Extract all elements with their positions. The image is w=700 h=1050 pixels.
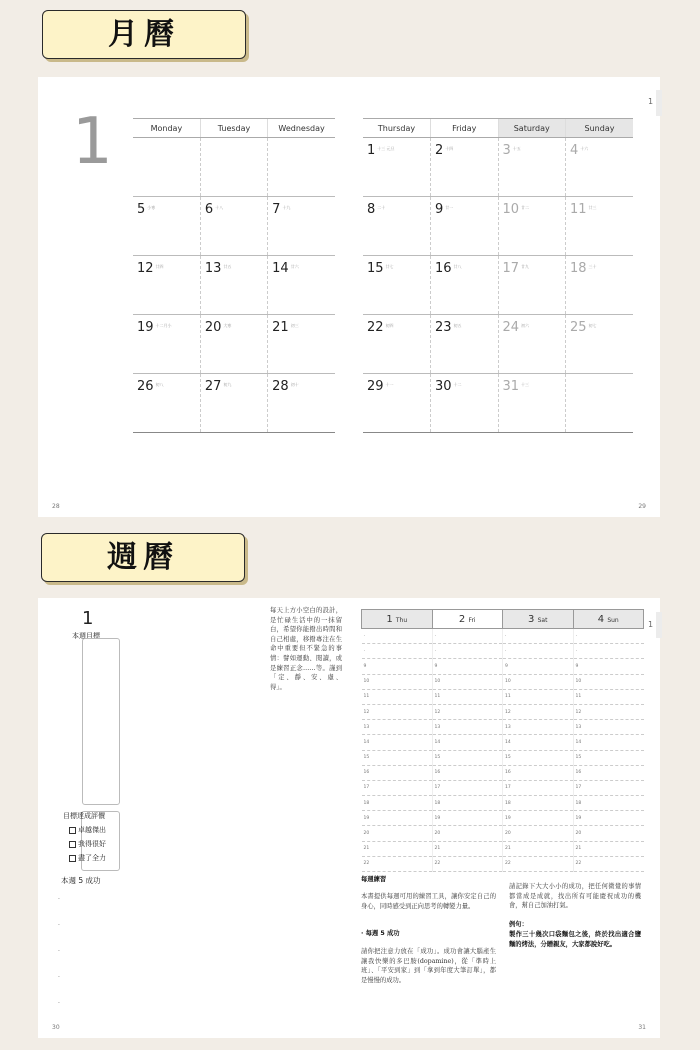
- day-number: 15: [367, 261, 384, 276]
- weekday-header: Wednesday: [268, 119, 335, 138]
- week-day-header: [362, 610, 433, 629]
- calendar-day-cell[interactable]: [268, 197, 335, 256]
- lunar-date: 大寒: [223, 323, 232, 328]
- page-number-left: 30: [52, 1024, 60, 1031]
- calendar-day-cell[interactable]: [363, 315, 431, 374]
- success-bullet: ·: [58, 922, 60, 929]
- hour-slot[interactable]: ·: [573, 629, 644, 644]
- calendar-day-cell[interactable]: [431, 138, 499, 197]
- success-title: 本週 5 成功: [61, 876, 101, 885]
- calendar-day-cell[interactable]: [363, 138, 431, 197]
- calendar-day-cell[interactable]: [268, 138, 335, 197]
- hour-slot[interactable]: 17: [503, 780, 574, 795]
- hour-slot[interactable]: 9: [573, 659, 644, 674]
- weekday-header: Friday: [431, 119, 499, 138]
- calendar-day-cell[interactable]: [133, 138, 200, 197]
- week-day-number: 2: [458, 613, 466, 625]
- week-day-name: Fri: [468, 616, 476, 624]
- day-number: 6: [204, 202, 214, 217]
- day-number: 22: [367, 320, 384, 335]
- hour-slot[interactable]: 11: [503, 689, 574, 704]
- calendar-day-cell[interactable]: [268, 256, 335, 315]
- weekly-section-label: 週曆: [41, 533, 245, 582]
- lunar-date: 十三: [521, 382, 530, 387]
- hour-slot[interactable]: 15: [573, 750, 644, 765]
- hour-slot[interactable]: 10: [503, 674, 574, 689]
- hour-slot[interactable]: 22: [503, 856, 574, 871]
- hour-slot[interactable]: 15: [362, 750, 433, 765]
- lunar-date: 初三: [290, 323, 299, 328]
- hour-slot[interactable]: 13: [573, 720, 644, 735]
- day-number: 14: [272, 261, 289, 276]
- calendar-day-cell[interactable]: [566, 374, 634, 433]
- calendar-day-cell[interactable]: [133, 315, 200, 374]
- calendar-day-cell[interactable]: [566, 256, 634, 315]
- evaluation-title: 目標達成評價: [63, 812, 105, 820]
- lunar-date: 初十: [290, 382, 299, 387]
- weekday-header: Tuesday: [200, 119, 267, 138]
- hour-slot[interactable]: ·: [362, 644, 433, 659]
- lunar-date: 廿五: [223, 264, 232, 269]
- day-number: 19: [137, 320, 154, 335]
- day-number: 25: [570, 320, 587, 335]
- hour-slot[interactable]: 12: [432, 704, 503, 719]
- lunar-date: 廿四: [155, 264, 164, 269]
- calendar-day-cell[interactable]: [431, 256, 499, 315]
- lunar-date: 廿三: [588, 205, 597, 210]
- hour-slot[interactable]: 11: [362, 689, 433, 704]
- monthly-section-label: 月曆: [42, 10, 246, 59]
- practice-paragraph-3: 請記錄下大大小小的成功，把任何微覺的事情都當成是成就，找出所有可能慶祝成功的機會，幫自己加油打氣。: [509, 883, 641, 910]
- hour-slot[interactable]: 16: [432, 765, 503, 780]
- hour-slot[interactable]: 19: [503, 811, 574, 826]
- hour-slot[interactable]: 15: [432, 750, 503, 765]
- monthly-spread: [38, 77, 660, 517]
- hour-slot[interactable]: 14: [362, 735, 433, 750]
- lunar-date: 初八: [155, 382, 164, 387]
- weekday-header: Monday: [133, 119, 200, 138]
- day-number: 4: [570, 143, 579, 158]
- calendar-day-cell[interactable]: [133, 256, 200, 315]
- example-text: 製作三十幾次口袋麵包之後，終於找出適合鹽麵的烤法，分贈親友，大家都說好吃。: [509, 931, 641, 948]
- hour-slot[interactable]: ·: [573, 644, 644, 659]
- mindfulness-quote: 每天上方小空白的設計，是忙碌生活中的一抹留白，希望你能撥出時間和自己相處，移撥專注在生命中重要但不緊急的事情：譬如運動、閱讀，或是練習正念……等。謹到「定、靜、安、慮、得」。: [270, 607, 342, 691]
- success-bullet: ·: [58, 896, 60, 903]
- calendar-day-cell[interactable]: [498, 256, 566, 315]
- hour-slot[interactable]: 20: [432, 826, 503, 841]
- weekday-header: Sunday: [566, 119, 634, 138]
- day-number: 29: [367, 379, 384, 394]
- calendar-day-cell[interactable]: [133, 374, 200, 433]
- day-number: 30: [435, 379, 452, 394]
- calendar-day-cell[interactable]: [200, 256, 267, 315]
- lunar-date: 十二: [453, 382, 462, 387]
- week-day-number: 1: [386, 613, 393, 625]
- hour-slot[interactable]: 12: [503, 704, 574, 719]
- lunar-date: 廿九: [521, 264, 530, 269]
- hour-slot[interactable]: 16: [503, 765, 574, 780]
- evaluation-option-label: 我得很好: [78, 840, 106, 848]
- hour-slot[interactable]: 10: [432, 674, 503, 689]
- hour-slot[interactable]: 9: [432, 659, 503, 674]
- calendar-day-cell[interactable]: [268, 374, 335, 433]
- week-day-header: [503, 610, 574, 629]
- success-bullet: ·: [58, 974, 60, 981]
- hour-slot[interactable]: 20: [362, 826, 433, 841]
- day-number: 11: [570, 202, 587, 217]
- hour-slot[interactable]: 19: [362, 811, 433, 826]
- hour-slot[interactable]: 14: [432, 735, 503, 750]
- evaluation-option-3[interactable]: [69, 853, 106, 863]
- lunar-date: 十六: [580, 146, 589, 151]
- lunar-date: 初五: [453, 323, 462, 328]
- hour-slot[interactable]: ·: [432, 644, 503, 659]
- calendar-day-cell[interactable]: [363, 374, 431, 433]
- lunar-date: 廿六: [290, 264, 299, 269]
- hour-slot[interactable]: 21: [503, 841, 574, 856]
- calendar-day-cell[interactable]: [498, 315, 566, 374]
- hour-slot[interactable]: 9: [362, 659, 433, 674]
- checkbox-icon: [69, 841, 76, 848]
- weekly-schedule-table: [361, 609, 644, 872]
- hour-slot[interactable]: 20: [503, 826, 574, 841]
- month-tab-label: 1: [648, 97, 654, 106]
- hour-slot[interactable]: 12: [573, 704, 644, 719]
- week-day-name: Sat: [537, 616, 548, 624]
- page-number-left: 28: [52, 503, 60, 510]
- calendar-day-cell[interactable]: [133, 197, 200, 256]
- lunar-date: 十二月小: [155, 323, 172, 328]
- day-number: 17: [502, 261, 520, 276]
- week-number: 1: [82, 608, 94, 629]
- week-day-name: Thu: [395, 616, 408, 624]
- week-goal-box[interactable]: [82, 638, 120, 805]
- week-day-number: 3: [528, 613, 535, 625]
- hour-slot[interactable]: 20: [573, 826, 644, 841]
- checkbox-icon: [69, 827, 76, 834]
- hour-slot[interactable]: 11: [573, 689, 644, 704]
- calendar-day-cell[interactable]: [200, 315, 267, 374]
- calendar-day-cell[interactable]: [200, 197, 267, 256]
- practice-title: 每週練習: [361, 876, 387, 883]
- calendar-day-cell[interactable]: [566, 315, 634, 374]
- lunar-date: 十九: [282, 205, 291, 210]
- hour-slot[interactable]: 14: [503, 735, 574, 750]
- day-number: 23: [435, 320, 452, 335]
- hour-slot[interactable]: 17: [362, 780, 433, 795]
- lunar-date: 二十: [377, 205, 386, 210]
- week-day-header: [573, 610, 644, 629]
- hour-slot[interactable]: 16: [362, 765, 433, 780]
- day-number: 10: [502, 202, 520, 217]
- calendar-day-cell[interactable]: [431, 374, 499, 433]
- calendar-day-cell[interactable]: [200, 374, 267, 433]
- calendar-day-cell[interactable]: [363, 256, 431, 315]
- lunar-date: 十一: [385, 382, 394, 387]
- hour-slot[interactable]: 21: [362, 841, 433, 856]
- page-number-right: 29: [638, 503, 646, 510]
- day-number: 3: [502, 143, 511, 158]
- week-goal-title: 本週目標: [72, 632, 100, 640]
- lunar-date: 三十: [588, 264, 597, 269]
- hour-slot[interactable]: 18: [503, 796, 574, 811]
- calendar-day-cell[interactable]: [498, 374, 566, 433]
- day-number: 8: [367, 202, 376, 217]
- hour-slot[interactable]: 16: [573, 765, 644, 780]
- month-tab-marker: [656, 90, 662, 116]
- day-number: 27: [204, 379, 222, 394]
- hour-slot[interactable]: 13: [432, 720, 503, 735]
- calendar-day-cell[interactable]: [431, 197, 499, 256]
- monthly-calendar-right: [363, 118, 633, 433]
- hour-slot[interactable]: 13: [503, 720, 574, 735]
- hour-slot[interactable]: ·: [432, 629, 503, 644]
- hour-slot[interactable]: 21: [432, 841, 503, 856]
- calendar-day-cell[interactable]: [566, 197, 634, 256]
- lunar-date: 廿二: [521, 205, 530, 210]
- lunar-date: 廿一: [445, 205, 454, 210]
- lunar-date: 初四: [385, 323, 394, 328]
- lunar-date: 十三 元旦: [377, 146, 395, 151]
- day-number: 9: [435, 202, 444, 217]
- lunar-date: 十四: [445, 146, 454, 151]
- weekday-header: Saturday: [498, 119, 566, 138]
- lunar-date: 初六: [521, 323, 530, 328]
- hour-slot[interactable]: 15: [503, 750, 574, 765]
- page-number-right: 31: [638, 1024, 646, 1031]
- evaluation-option-2[interactable]: [69, 839, 106, 849]
- lunar-date: 初七: [588, 323, 597, 328]
- success-bullet: ·: [58, 948, 60, 955]
- day-number: 21: [272, 320, 289, 335]
- week-day-number: 4: [597, 613, 605, 625]
- calendar-day-cell[interactable]: [268, 315, 335, 374]
- calendar-day-cell[interactable]: [566, 138, 634, 197]
- hour-slot[interactable]: 14: [573, 735, 644, 750]
- month-number: 1: [72, 105, 113, 179]
- evaluation-option-label: 盡了全力: [78, 854, 106, 862]
- day-number: 13: [204, 261, 222, 276]
- hour-slot[interactable]: ·: [503, 629, 574, 644]
- lunar-date: 廿七: [385, 264, 394, 269]
- day-number: 16: [435, 261, 452, 276]
- checkbox-icon: [69, 855, 76, 862]
- calendar-day-cell[interactable]: [363, 197, 431, 256]
- week-tab-marker: [656, 612, 662, 638]
- hour-slot[interactable]: ·: [362, 629, 433, 644]
- hour-slot[interactable]: 19: [432, 811, 503, 826]
- calendar-day-cell[interactable]: [498, 197, 566, 256]
- hour-slot[interactable]: 22: [573, 856, 644, 871]
- practice-paragraph-2: 請你把注意力放在「成功」。成功會讓大腦產生讓我快樂的多巴胺(dopamine)，從「準時上班」、「平安到家」到「拿到年度大筆訂單」，都是慢慢的成功。: [361, 948, 496, 984]
- hour-slot[interactable]: 19: [573, 811, 644, 826]
- hour-slot[interactable]: ·: [503, 644, 574, 659]
- day-number: 2: [435, 143, 444, 158]
- success-bullet: ·: [58, 1000, 60, 1007]
- hour-slot[interactable]: 22: [432, 856, 503, 871]
- hour-slot[interactable]: 22: [362, 856, 433, 871]
- hour-slot[interactable]: 21: [573, 841, 644, 856]
- week-day-header: [432, 610, 503, 629]
- practice-subtitle: · 每週 5 成功: [361, 930, 400, 937]
- weekly-spread: [38, 598, 660, 1038]
- day-number: 26: [137, 379, 154, 394]
- hour-slot[interactable]: 18: [362, 796, 433, 811]
- hour-slot[interactable]: 17: [432, 780, 503, 795]
- lunar-date: 廿八: [453, 264, 462, 269]
- day-number: 18: [570, 261, 587, 276]
- week-tab-label: 1: [648, 620, 654, 629]
- evaluation-option-label: 卓越傑出: [78, 826, 106, 834]
- example-title: 例句：: [509, 921, 528, 928]
- hour-slot[interactable]: 11: [432, 689, 503, 704]
- lunar-date: 十八: [215, 205, 224, 210]
- day-number: 7: [272, 202, 281, 217]
- lunar-date: 初九: [223, 382, 232, 387]
- hour-slot[interactable]: 13: [362, 720, 433, 735]
- calendar-day-cell[interactable]: [200, 138, 267, 197]
- hour-slot[interactable]: 18: [432, 796, 503, 811]
- hour-slot[interactable]: 17: [573, 780, 644, 795]
- hour-slot[interactable]: 10: [573, 674, 644, 689]
- lunar-date: 十五: [512, 146, 521, 151]
- hour-slot[interactable]: 10: [362, 674, 433, 689]
- hour-slot[interactable]: 9: [503, 659, 574, 674]
- day-number: 1: [367, 143, 376, 158]
- practice-paragraph-1: 本書提供每週可用的練習工具，讓你安定自己的身心，同時感受到正向思考的轉變力量。: [361, 893, 496, 910]
- day-number: 20: [204, 320, 222, 335]
- weekday-header: Thursday: [363, 119, 431, 138]
- calendar-day-cell[interactable]: [498, 138, 566, 197]
- monthly-calendar-left: [133, 118, 335, 433]
- day-number: 5: [137, 202, 146, 217]
- day-number: 31: [502, 379, 520, 394]
- day-number: 24: [502, 320, 520, 335]
- hour-slot[interactable]: 18: [573, 796, 644, 811]
- calendar-day-cell[interactable]: [431, 315, 499, 374]
- hour-slot[interactable]: 12: [362, 704, 433, 719]
- week-day-name: Sun: [607, 616, 619, 624]
- evaluation-option-1[interactable]: [69, 825, 106, 835]
- day-number: 28: [272, 379, 289, 394]
- lunar-date: 小寒: [147, 205, 156, 210]
- day-number: 12: [137, 261, 154, 276]
